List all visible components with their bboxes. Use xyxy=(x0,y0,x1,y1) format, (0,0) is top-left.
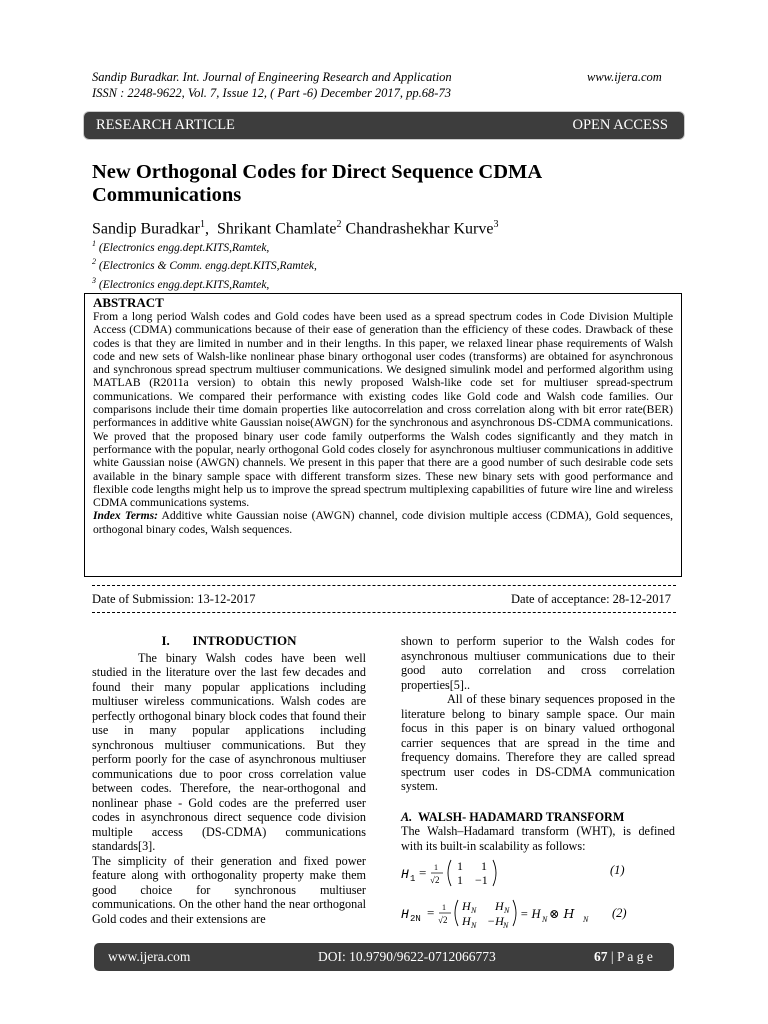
journal-citation-line1: Sandip Buradkar. Int. Journal of Engineering Research and Application xyxy=(92,70,452,84)
equation-2-graphic xyxy=(401,896,611,930)
eq1-left-paren xyxy=(448,860,451,886)
eq2-m12: H xyxy=(495,899,504,913)
eq2-m21: H xyxy=(462,914,471,928)
divider-bottom xyxy=(92,612,676,613)
eq2-sub: 2N xyxy=(410,914,421,924)
affiliation-2 xyxy=(92,255,317,273)
eq2-rhs-sub2: N xyxy=(583,915,589,924)
eq1-frac-den: √2 xyxy=(430,875,440,885)
right-paragraph-1: shown to perform superior to the Walsh codes for asynchronous multiuser communications due to their good auto correlation and cross correlation properties[5].. xyxy=(401,634,675,692)
affiliation-2-text: (Electronics & Comm. engg.dept.KITS,Ramtek, xyxy=(96,260,317,273)
page-number: 67 xyxy=(594,949,608,964)
eq2-right-paren xyxy=(513,900,516,926)
journal-citation-line2: ISSN : 2248-9622, Vol. 7, Issue 12, ( Part -6) December 2017, pp.68-73 xyxy=(92,86,451,100)
author-3: Chandrashekhar Kurve xyxy=(341,220,494,238)
eq1-lhs: H xyxy=(401,867,409,882)
subsection-label: A. xyxy=(401,809,413,824)
author-1: Sandip Buradkar xyxy=(92,220,200,238)
affiliation-3-sup: 3 xyxy=(92,275,96,285)
eq2-m11: H xyxy=(462,899,471,913)
intro-paragraph-2: The simplicity of their generation and fixed power feature along with orthogonality property make them good choice for synchronous multiuser communications. On the other hand the near orthogonal Gold codes and their extensions are xyxy=(92,853,366,926)
introduction-heading: I. INTRODUCTION xyxy=(161,633,297,648)
eq2-frac-num: 1 xyxy=(442,903,446,912)
author-2: Shrikant Chamlate xyxy=(216,220,337,238)
equation-2-number: (2) xyxy=(612,906,627,920)
eq2-left-paren xyxy=(455,900,458,926)
eq1-equals: = xyxy=(419,865,427,880)
affiliation-3 xyxy=(92,274,317,292)
index-terms xyxy=(93,509,673,536)
left-column xyxy=(92,634,366,926)
eq2-m11-sub: N xyxy=(471,906,477,915)
eq1-frac-num: 1 xyxy=(434,863,438,872)
footer-page xyxy=(594,949,653,965)
eq2-equals: = xyxy=(427,905,435,920)
abstract-body: From a long period Walsh codes and Gold codes have been used as a spread spectrum codes in Code Division Multiple Access (CDMA) communications because of their ease of generation than the efficiency of these codes. Drawback of these codes is that they are limited in number and in their lengths. In this paper, we relaxed linear phase requirements of Walsh code and new sets of Walsh-like nonlinear phase binary orthogonal user codes (transforms) are obtained for asynchronous and synchronous spread spectrum multiuser communications. We designed simulink model and performed algorithm using MATLAB (R2011a version) to obtain this newly proposed Walsh-like code set for multiuser spread-spectrum communications. We compared their performance with existing codes like Gold code and Walsh code families. Our comparisons include their time domain properties like autocorrelation and cross correlation along with bit error rate(BER) performances in additive white Gaussian noise(AWGN) for the synchronous and asynchronous DS-CDMA communications. We proved that the proposed binary user code family outperforms the Walsh codes significantly and they match in performance with the popular, nearly orthogonal Gold codes closely for asynchronous multiuser communications in additive white Gaussian noise (AWGN) channels. We present in this paper that there are a good number of such desirable code sets available in the binary sample space with different transform sizes. These new binary sets with good performance and flexible code lengths might help us to improve the spread spectrum multiplexing capabilities of future wire line and wireless CDMA communications systems. xyxy=(93,310,673,510)
eq2-lhs: H xyxy=(401,907,409,922)
eq2-m22-sub: N xyxy=(503,921,509,930)
eq2-rhs-sub: N xyxy=(542,915,548,924)
eq1-m11: 1 xyxy=(457,859,463,873)
equation-2 xyxy=(401,896,611,934)
paper-title-line1: New Orthogonal Codes for Direct Sequence CDMA xyxy=(92,161,543,183)
eq1-right-paren xyxy=(493,860,496,886)
eq1-m21: 1 xyxy=(457,873,463,887)
eq2-m22: −H xyxy=(487,914,504,928)
page-label: | P a g e xyxy=(607,949,653,964)
affiliation-1 xyxy=(92,237,317,255)
author-list xyxy=(92,219,498,238)
paper-title xyxy=(92,161,542,207)
paper-title-line2: Communications xyxy=(92,184,242,206)
article-type-banner xyxy=(84,112,684,139)
eq2-rhs1: = H xyxy=(520,907,541,921)
divider-top xyxy=(92,585,676,586)
author-1-sup: 1 xyxy=(199,219,205,230)
eq2-frac-den: √2 xyxy=(438,915,448,925)
affiliations xyxy=(92,237,317,292)
open-access-label: OPEN ACCESS xyxy=(572,117,668,133)
eq1-m12: 1 xyxy=(481,859,487,873)
subsection-heading xyxy=(401,810,675,825)
abstract-heading: ABSTRACT xyxy=(93,295,164,310)
author-3-sup: 3 xyxy=(493,219,499,230)
page-footer xyxy=(94,943,674,971)
right-paragraph-3: The Walsh–Hadamard transform (WHT), is defined with its built-in scalability as follows: xyxy=(401,824,675,853)
eq2-m21-sub: N xyxy=(471,921,477,930)
right-column xyxy=(401,634,675,853)
author-separator: , xyxy=(204,220,217,238)
affiliation-2-sup: 2 xyxy=(92,257,96,267)
journal-site[interactable]: www.ijera.com xyxy=(587,70,662,84)
intro-paragraph-1: The binary Walsh codes have been well studied in the literature over the last few decades and found their many popular applications including multiuser wireless communications. Walsh codes are perfectly orthogonal binary block codes that found their use in many popular applications including synchronous multiuser communications. But they perform poorly for the case of asynchronous multiuser communications due to poor cross correlation value between codes. Therefore, the near-orthogonal and nonlinear phase - Gold codes are the preferred user codes in asynchronous direct sequence code division multiple access (DS-CDMA) communications standards[3]. xyxy=(92,650,366,853)
equation-1 xyxy=(401,856,511,894)
research-article-label: RESEARCH ARTICLE xyxy=(96,117,235,133)
submission-date: Date of Submission: 13-12-2017 xyxy=(92,592,256,606)
equation-1-graphic xyxy=(401,856,511,890)
author-2-sup: 2 xyxy=(336,219,342,230)
index-terms-text: Additive white Gaussian noise (AWGN) channel, code division multiple access (CDMA), Gold sequences, orthogonal binary codes, Walsh sequences. xyxy=(93,509,673,536)
footer-site[interactable]: www.ijera.com xyxy=(108,949,191,964)
index-terms-label: Index Terms: xyxy=(93,509,158,523)
subsection-title: WALSH- HADAMARD TRANSFORM xyxy=(412,809,625,824)
eq1-m22: −1 xyxy=(475,873,488,887)
equation-1-number: (1) xyxy=(610,863,625,877)
eq2-kron: ⊗ H xyxy=(549,906,575,921)
footer-doi: DOI: 10.9790/9622-0712066773 xyxy=(318,949,496,964)
affiliation-1-sup: 1 xyxy=(92,239,96,248)
affiliation-1-text: (Electronics engg.dept.KITS,Ramtek, xyxy=(96,241,270,254)
eq2-m12-sub: N xyxy=(504,906,510,915)
right-paragraph-2: All of these binary sequences proposed in the literature belong to binary sample space. Our main focus in this paper is on binary valued orthogonal carrier sequences that are spread in the time and frequency domains. Therefore they are called spread spectrum user codes in DS-CDMA communication system. xyxy=(401,692,675,793)
eq1-sub: 1 xyxy=(410,874,416,884)
affiliation-3-text: (Electronics engg.dept.KITS,Ramtek, xyxy=(96,278,270,291)
acceptance-date: Date of acceptance: 28-12-2017 xyxy=(511,592,671,606)
abstract-box xyxy=(84,293,682,577)
